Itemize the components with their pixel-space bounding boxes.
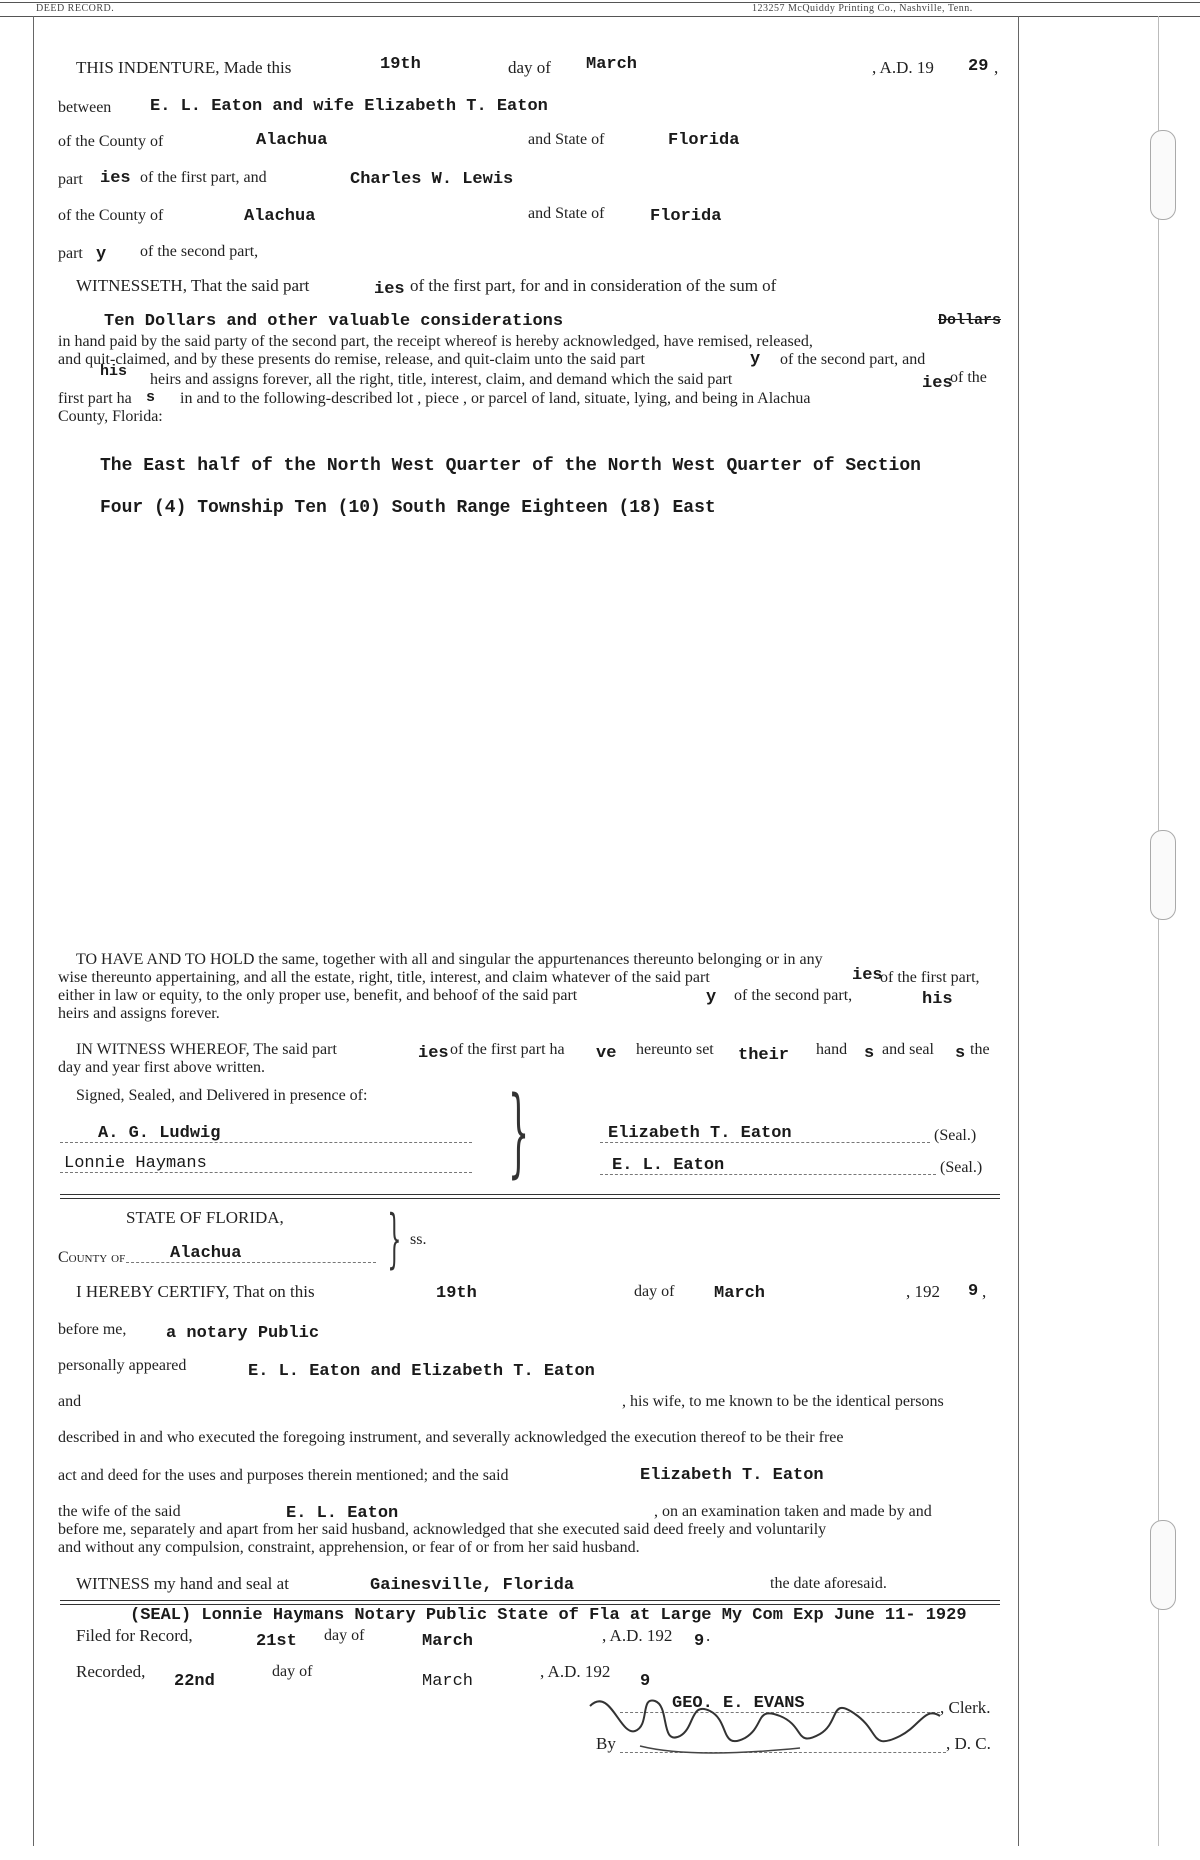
grantee-county: Alachua bbox=[244, 207, 316, 226]
consideration-body-1: in hand paid by the said party of the second part, the receipt whereof is hereby acknowledged, have remised, released, bbox=[58, 333, 813, 350]
ack-described: described in and who executed the foregoing instrument, and severally acknowledged the execution thereof to be their free bbox=[58, 1429, 844, 1446]
filed-month: March bbox=[422, 1632, 474, 1651]
presence-label: Signed, Sealed, and Delivered in presence of: bbox=[76, 1087, 368, 1104]
ack-county-label: County of bbox=[58, 1249, 126, 1266]
state-label-1: and State of bbox=[528, 131, 605, 148]
county-label-1: of the County of bbox=[58, 133, 164, 150]
body-his: his bbox=[100, 363, 128, 380]
habendum-line-4: heirs and assigns forever. bbox=[58, 1005, 220, 1022]
indenture-opening: THIS INDENTURE, Made this bbox=[76, 58, 292, 77]
section-rule-3 bbox=[60, 1600, 1000, 1601]
handwritten-signature bbox=[580, 1676, 950, 1766]
header-rule-bottom bbox=[0, 16, 1200, 17]
filed-ad: , A.D. 192 bbox=[602, 1626, 673, 1645]
body3-end: of the bbox=[950, 369, 987, 386]
ack-aforesaid: the date aforesaid. bbox=[770, 1575, 887, 1592]
filed-day-of: day of bbox=[324, 1627, 365, 1644]
ack-witness-label: WITNESS my hand and seal at bbox=[76, 1574, 289, 1593]
part-label-2: part bbox=[58, 245, 83, 262]
testimonium-line-1c: hereunto set bbox=[636, 1041, 714, 1058]
ack-day-of: day of bbox=[634, 1283, 675, 1300]
recorded-day: 22nd bbox=[174, 1672, 215, 1691]
habendum-y: y bbox=[706, 988, 717, 1007]
testimonium-line-1d: hand bbox=[816, 1041, 848, 1058]
testimonium-s2: s bbox=[955, 1044, 966, 1063]
filed-year: 9 bbox=[694, 1632, 705, 1651]
ack-officer: a notary Public bbox=[166, 1324, 320, 1343]
habendum-his: his bbox=[922, 990, 953, 1009]
habendum-line-3-end: of the second part, bbox=[734, 987, 853, 1004]
indenture-month: March bbox=[586, 55, 638, 74]
ack-before-2: before me, separately and apart from her said husband, acknowledged that she executed said deed freely and voluntarily bbox=[58, 1521, 827, 1538]
habendum-ies: ies bbox=[852, 966, 883, 985]
ack-county-line bbox=[126, 1262, 376, 1263]
county-label-2: of the County of bbox=[58, 207, 164, 224]
binder-hole-middle bbox=[1150, 830, 1176, 920]
filed-day: 21st bbox=[256, 1632, 297, 1651]
indenture-day-of: day of bbox=[508, 58, 551, 77]
header-right-label: 123257 McQuiddy Printing Co., Nashville, Tenn. bbox=[752, 3, 973, 14]
first-part-and: of the first part, and bbox=[140, 169, 267, 186]
testimonium-ve: ve bbox=[596, 1044, 617, 1063]
ack-state: STATE OF FLORIDA, bbox=[126, 1208, 284, 1227]
grantee-name: Charles W. Lewis bbox=[350, 170, 514, 189]
ack-county: Alachua bbox=[170, 1244, 242, 1263]
section-rule-2 bbox=[60, 1198, 1000, 1199]
witness2-name: Lonnie Haymans bbox=[64, 1154, 207, 1173]
dc-label: , D. C. bbox=[946, 1734, 991, 1753]
section-rule-4 bbox=[60, 1604, 1000, 1605]
testimonium-their: their bbox=[738, 1046, 790, 1065]
notary-line: (SEAL) Lonnie Haymans Notary Public State of Fla at Large My Com Exp June 11- 1929 bbox=[130, 1606, 967, 1625]
indenture-day: 19th bbox=[380, 55, 421, 74]
signature-brace: } bbox=[507, 1076, 530, 1188]
property-description-line-2: Four (4) Township Ten (10) South Range Eighteen (18) East bbox=[100, 498, 716, 518]
habendum-line-3: either in law or equity, to the only proper use, benefit, and behoof of the said part bbox=[58, 987, 578, 1004]
testimonium-line-1e: and seal bbox=[882, 1041, 934, 1058]
header-rule-top bbox=[0, 2, 1200, 3]
consideration-body-4b: in and to the following-described lot , piece , or parcel of land, situate, lying, and being in Alachua bbox=[180, 390, 811, 407]
ack-place: Gainesville, Florida bbox=[370, 1576, 575, 1595]
consideration-body-2: and quit-claimed, and by these presents do remise, release, and quit-claim unto the said part bbox=[58, 351, 645, 368]
witnesseth-rest: of the first part, for and in consideration of the sum of bbox=[410, 276, 777, 295]
by-label: By bbox=[596, 1734, 616, 1753]
testimonium-line-1a: IN WITNESS WHEREOF, The said part bbox=[76, 1041, 337, 1058]
consideration-amount: Ten Dollars and other valuable considerations bbox=[104, 312, 564, 331]
indenture-ad: , A.D. 19 bbox=[872, 58, 934, 77]
recorded-month: March bbox=[422, 1672, 474, 1691]
filed-label: Filed for Record, bbox=[76, 1626, 193, 1645]
binder-hole-bottom bbox=[1150, 1520, 1176, 1610]
binder-hole-top bbox=[1150, 130, 1176, 220]
body3-ies: ies bbox=[922, 374, 953, 393]
body2-y: y bbox=[750, 350, 761, 369]
witness1-name: A. G. Ludwig bbox=[98, 1124, 221, 1143]
part1-suffix: ies bbox=[100, 169, 131, 188]
recorded-ad: , A.D. 192 bbox=[540, 1662, 611, 1681]
ack-without: and without any compulsion, constraint, apprehension, or fear of or from her said husband. bbox=[58, 1539, 640, 1556]
ack-act: act and deed for the uses and purposes therein mentioned; and the said bbox=[58, 1467, 509, 1484]
clerk-name: GEO. E. EVANS bbox=[672, 1694, 805, 1713]
ack-before-label: before me, bbox=[58, 1321, 127, 1338]
header-left-label: DEED RECORD. bbox=[36, 3, 115, 14]
ack-month: March bbox=[714, 1284, 766, 1303]
ack-wife-of: the wife of the said bbox=[58, 1503, 181, 1520]
consideration-body-5: County, Florida: bbox=[58, 408, 163, 425]
testimonium-line-2: day and year first above written. bbox=[58, 1059, 266, 1076]
ack-ss: ss. bbox=[410, 1231, 427, 1248]
state-label-2: and State of bbox=[528, 205, 605, 222]
ack-year-label: , 192 bbox=[906, 1282, 940, 1301]
section-rule-1 bbox=[60, 1194, 1000, 1195]
recorded-year: 9 bbox=[640, 1672, 651, 1691]
ack-appeared-label: personally appeared bbox=[58, 1357, 187, 1374]
second-part-label: of the second part, bbox=[140, 243, 259, 260]
ack-comma: , bbox=[982, 1282, 987, 1301]
ack-his-wife: , his wife, to me known to be the identical persons bbox=[622, 1393, 944, 1410]
ack-persons: E. L. Eaton and Elizabeth T. Eaton bbox=[248, 1362, 595, 1381]
habendum-line-2: wise thereunto appertaining, and all the estate, right, title, interest, and claim whatever of the said part bbox=[58, 969, 710, 986]
recorded-day-of: day of bbox=[272, 1663, 313, 1680]
witnesseth-line: WITNESSETH, That the said part bbox=[76, 276, 310, 295]
part2-suffix: y bbox=[96, 245, 107, 264]
part-label-1: part bbox=[58, 171, 83, 188]
indenture-comma: , bbox=[994, 58, 999, 77]
indenture-year: 29 bbox=[968, 57, 989, 76]
signer2-name: E. L. Eaton bbox=[612, 1156, 725, 1175]
grantee-state: Florida bbox=[650, 207, 722, 226]
testimonium-s1: s bbox=[864, 1044, 875, 1063]
ack-year: 9 bbox=[968, 1282, 979, 1301]
testimonium-line-1f: the bbox=[970, 1041, 990, 1058]
filed-period: . bbox=[706, 1626, 711, 1645]
body2-end: of the second part, and bbox=[780, 351, 926, 368]
ack-brace: } bbox=[387, 1202, 402, 1276]
signer1-seal: (Seal.) bbox=[934, 1127, 977, 1144]
testimonium-line-1b: of the first part ha bbox=[450, 1041, 565, 1058]
ack-exam: , on an examination taken and made by and bbox=[654, 1503, 932, 1520]
struck-dollars: Dollars bbox=[938, 312, 1002, 329]
ack-certify: I HEREBY CERTIFY, That on this bbox=[76, 1282, 315, 1301]
ack-wife-name: Elizabeth T. Eaton bbox=[640, 1466, 824, 1485]
recorded-label: Recorded, bbox=[76, 1662, 146, 1681]
body4-s: s bbox=[146, 389, 156, 406]
testimonium-ies: ies bbox=[418, 1044, 449, 1063]
grantor-state: Florida bbox=[668, 131, 740, 150]
ack-day: 19th bbox=[436, 1284, 477, 1303]
right-margin-line bbox=[1018, 16, 1019, 1846]
habendum-line-1: TO HAVE AND TO HOLD the same, together with all and singular the appurtenances thereunto belonging or in any bbox=[76, 951, 823, 968]
between-label: between bbox=[58, 99, 112, 116]
ack-and-label: and bbox=[58, 1393, 82, 1410]
signer1-name: Elizabeth T. Eaton bbox=[608, 1124, 792, 1143]
grantors-name: E. L. Eaton and wife Elizabeth T. Eaton bbox=[150, 97, 548, 116]
habendum-line-2-end: of the first part, bbox=[880, 969, 980, 986]
signer2-seal: (Seal.) bbox=[940, 1159, 983, 1176]
clerk-label: , Clerk. bbox=[940, 1698, 991, 1717]
left-margin-line bbox=[33, 16, 34, 1846]
ack-husband: E. L. Eaton bbox=[286, 1504, 399, 1523]
grantor-county: Alachua bbox=[256, 131, 328, 150]
witnesseth-part-suffix: ies bbox=[374, 280, 405, 299]
consideration-body-3: heirs and assigns forever, all the right, title, interest, claim, and demand which the said part bbox=[150, 371, 733, 388]
consideration-body-4a: first part ha bbox=[58, 390, 132, 407]
property-description-line-1: The East half of the North West Quarter of the North West Quarter of Section bbox=[100, 456, 921, 476]
